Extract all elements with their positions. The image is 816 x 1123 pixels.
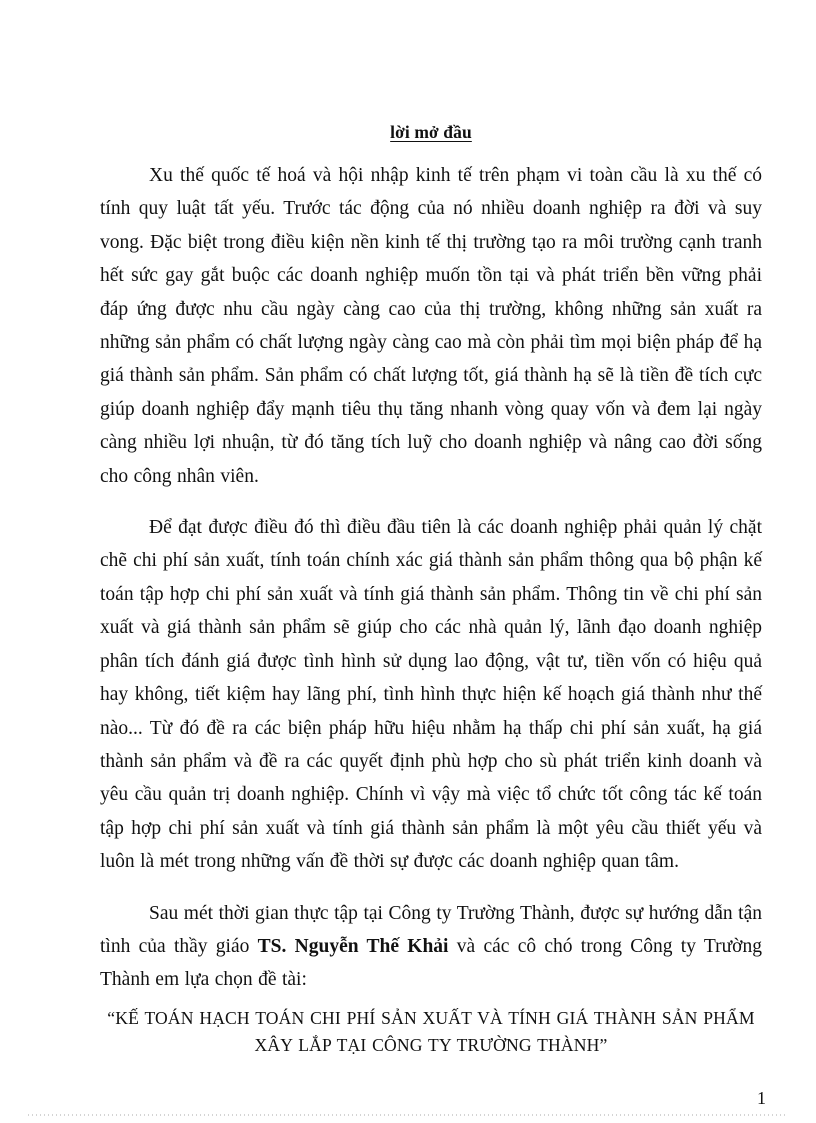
scan-edge-artifact [28, 1114, 788, 1116]
paragraph-3-before-advisor: Sau mét thời gian thực tập tại Công ty Trường Thành, được sự hướng dẫn tận tình của thầy giáo [100, 902, 762, 957]
paragraph-3 [100, 897, 762, 997]
paragraph-3-after-advisor: và các cô chó trong Công ty Trường Thành em lựa chọn đề tài: [100, 935, 762, 991]
advisor-name: TS. Nguyễn Thế Khải [257, 935, 449, 957]
paragraph-2: Để đạt được điều đó thì điều đầu tiên là các doanh nghiệp phải quản lý chặt chẽ chi phí sản xuất, tính toán chính xác giá thành sản phẩm thông qua bộ phận kế toán tập hợp chi phí sản xuất và tính giá thành sản phẩm. Thông tin về chi phí sản xuất và giá thành sản phẩm sẽ giúp cho các nhà quản lý, lãnh đạo doanh nghiệp phân tích đánh giá được tình hình sử dụng lao động, vật tư, tiền vốn có hiệu quả hay không, tiết kiệm hay lãng phí, tình hình thực hiện kế hoạch giá thành như thế nào... Từ đó đề ra các biện pháp hữu hiệu nhằm hạ thấp chi phí sản xuất, hạ giá thành sản phẩm và đề ra các quyết định phù hợp cho sù phát triển kinh doanh và yêu cầu quản trị doanh nghiệp. Chính vì vậy mà việc tổ chức tốt công tác kế toán tập hợp chi phí sản xuất và tính giá thành sản phẩm là một yêu cầu thiết yếu và luôn là mét trong những vấn đề thời sự được các doanh nghiệp quan tâm. [100, 517, 762, 873]
page-number: 1 [757, 1088, 766, 1108]
page-title-text: lời mở đầu [390, 122, 472, 142]
thesis-title-line-2: XÂY LẮP TẠI CÔNG TY TRƯỜNG THÀNH” [254, 1034, 608, 1055]
document-body [100, 0, 762, 1059]
page-title [100, 0, 762, 143]
thesis-title-line-1: “KẾ TOÁN HẠCH TOÁN CHI PHÍ SẢN XUẤT VÀ TÍNH GIÁ THÀNH SẢN PHẨM [107, 1007, 755, 1028]
paragraph-1: Xu thế quốc tế hoá và hội nhập kinh tế trên phạm vi toàn cầu là xu thế có tính quy luật tất yếu. Trước tác động của nó nhiều doanh nghiệp ra đời và suy vong. Đặc biệt trong điều kiện nền kinh tế thị trường tạo ra môi trường cạnh tranh hết sức gay gắt buộc các doanh nghiệp muốn tồn tại và phát triển bền vững phải đáp ứng được nhu cầu ngày càng cao của thị trường, không những sản xuất ra những sản phẩm có chất lượng ngày càng cao mà còn phải tìm mọi biện pháp để hạ giá thành sản phẩm. Sản phẩm có chất lượng tốt, giá thành hạ sẽ là tiền đề tích cực giúp doanh nghiệp đẩy mạnh tiêu thụ tăng nhanh vòng quay vốn và đem lại ngày càng nhiều lợi nhuận, từ đó tăng tích luỹ cho doanh nghiệp và nâng cao đời sống cho công nhân viên. [100, 165, 762, 487]
thesis-title [100, 1005, 762, 1059]
